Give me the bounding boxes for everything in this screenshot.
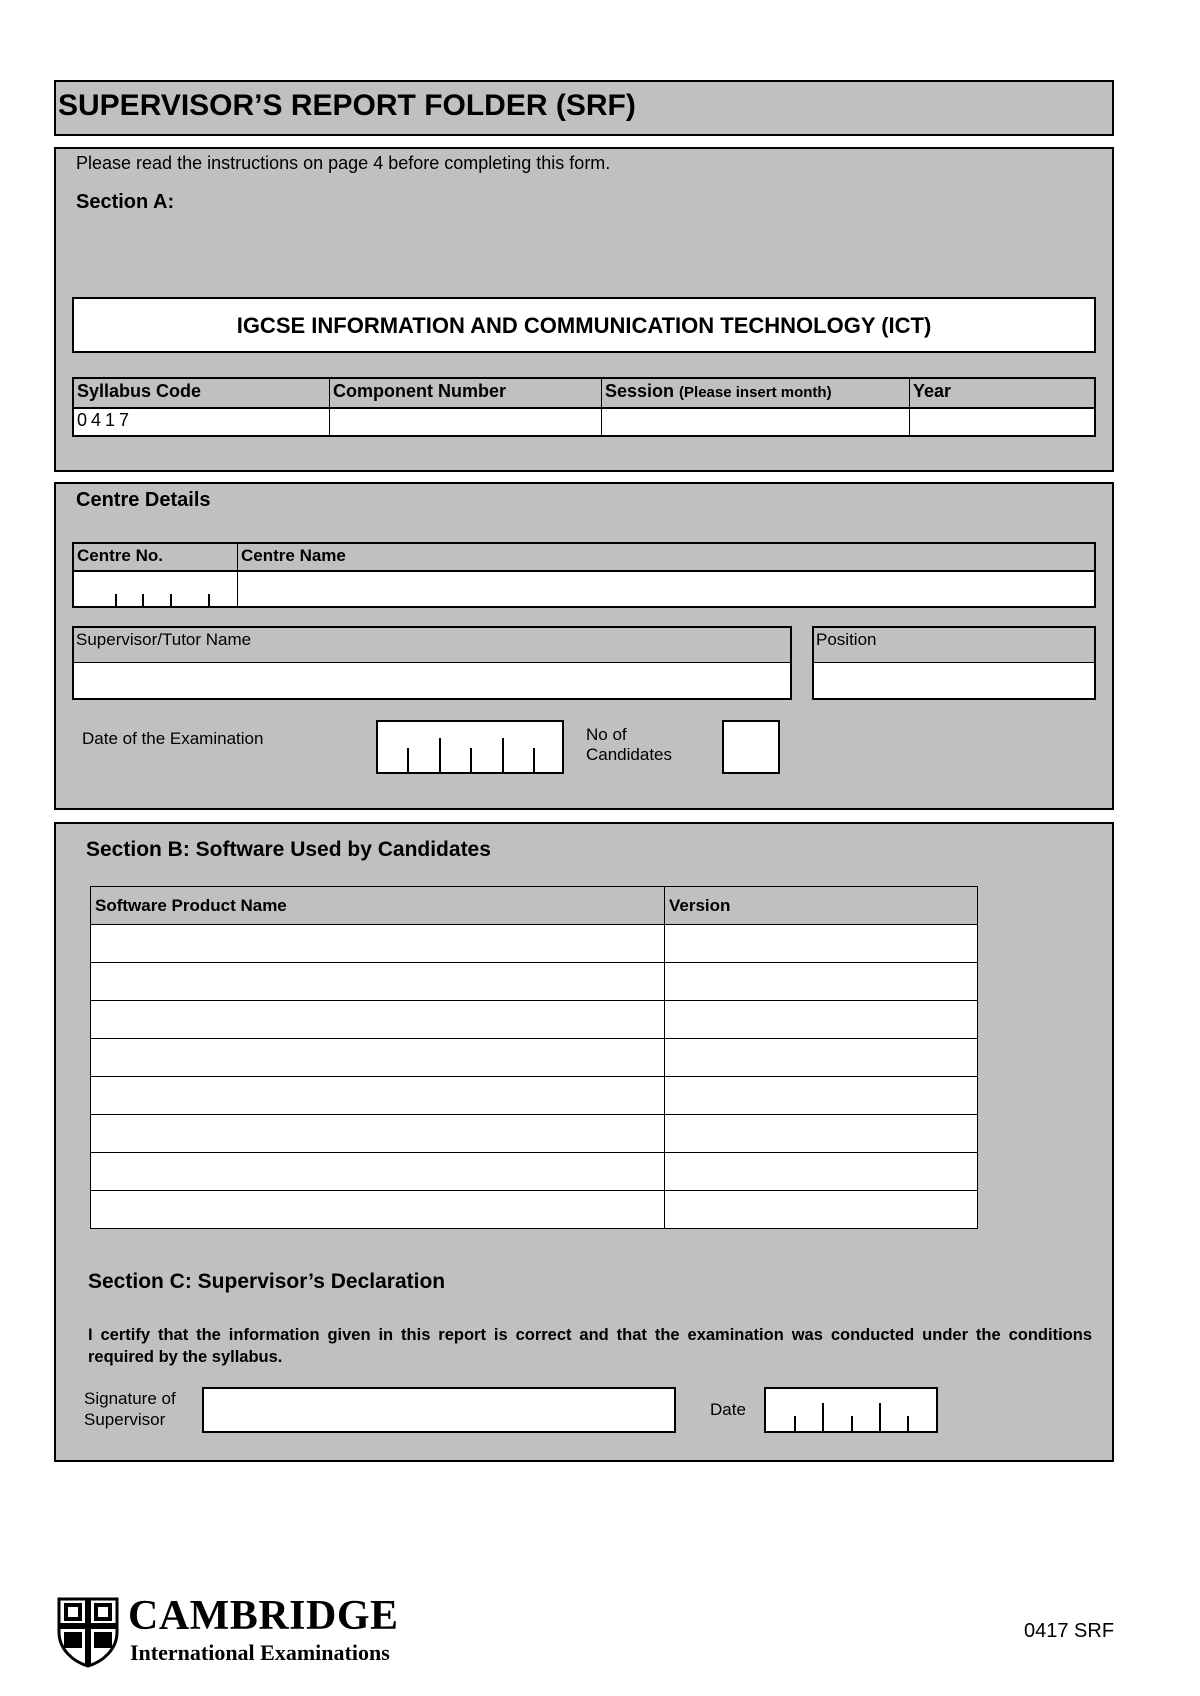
software-product-field[interactable]: [91, 1039, 665, 1077]
software-version-field[interactable]: [665, 1115, 978, 1153]
signature-label: Signature of Supervisor: [84, 1389, 176, 1429]
centre-details-heading: Centre Details: [76, 489, 211, 511]
table-row: [91, 1077, 978, 1115]
cambridge-logo: [56, 1593, 436, 1668]
software-product-field[interactable]: [91, 925, 665, 963]
software-version-field[interactable]: [665, 1153, 978, 1191]
software-table-header: [91, 887, 978, 925]
software-table: [90, 886, 978, 1229]
declaration-date-field[interactable]: [764, 1387, 938, 1433]
software-version-field[interactable]: [665, 925, 978, 963]
software-version-field[interactable]: [665, 1191, 978, 1229]
date-exam-label: Date of the Examination: [82, 729, 264, 748]
centre-no-field[interactable]: [74, 572, 238, 606]
subject-title-box: [72, 297, 1096, 353]
subject-title: IGCSE INFORMATION AND COMMUNICATION TECHNOLOGY (ICT): [236, 313, 932, 338]
form-code: 0417 SRF: [1024, 1620, 1115, 1642]
table-row: [91, 925, 978, 963]
centre-details-panel: [54, 482, 1114, 810]
section-b-heading: Section B: Software Used by Candidates: [86, 838, 491, 861]
software-version-header: Version: [665, 887, 978, 925]
session-header: Session (Please insert month): [602, 379, 910, 407]
software-version-field[interactable]: [665, 963, 978, 1001]
software-version-field[interactable]: [665, 1077, 978, 1115]
table-row: [91, 1115, 978, 1153]
component-number-field[interactable]: [330, 409, 602, 435]
supervisor-name-label: Supervisor/Tutor Name: [76, 630, 252, 649]
software-product-header: Software Product Name: [91, 887, 665, 925]
table-row: [91, 1001, 978, 1039]
centre-name-header: Centre Name: [241, 546, 346, 565]
software-product-field[interactable]: [91, 1001, 665, 1039]
session-field[interactable]: [602, 409, 910, 435]
section-bc-panel: [54, 822, 1114, 1462]
no-candidates-field[interactable]: [722, 720, 780, 774]
software-product-field[interactable]: [91, 1077, 665, 1115]
centre-values-row: [72, 570, 1096, 608]
shield-icon: [56, 1596, 120, 1668]
year-header: Year: [913, 381, 952, 401]
centre-no-header: Centre No.: [74, 544, 238, 570]
component-number-header: Component Number: [330, 379, 602, 407]
software-product-field[interactable]: [91, 963, 665, 1001]
table-row: [91, 963, 978, 1001]
position-label: Position: [816, 630, 877, 649]
syllabus-header-row: [72, 377, 1096, 409]
year-field[interactable]: [910, 409, 1096, 435]
position-field[interactable]: [814, 662, 1094, 698]
declaration-text: I certify that the information given in this report is correct and that the examination was conducted under the conditions required by the syllabus.: [88, 1326, 1092, 1366]
position-box: [812, 626, 1096, 700]
logo-sub-text: International Examinations: [130, 1640, 390, 1665]
software-product-field[interactable]: [91, 1153, 665, 1191]
signature-field[interactable]: [202, 1387, 676, 1433]
date-exam-field[interactable]: [376, 720, 564, 774]
software-product-field[interactable]: [91, 1115, 665, 1153]
supervisor-name-box: [72, 626, 792, 700]
syllabus-values-row: [72, 407, 1096, 437]
no-candidates-label: No of Candidates: [586, 725, 673, 764]
section-a-heading: Section A:: [76, 191, 175, 213]
logo-main-text: CAMBRIDGE: [128, 1593, 399, 1639]
page-title: SUPERVISOR’S REPORT FOLDER (SRF): [58, 89, 636, 122]
software-version-field[interactable]: [665, 1001, 978, 1039]
table-row: [91, 1191, 978, 1229]
syllabus-code-header: Syllabus Code: [74, 379, 330, 407]
section-c-heading: Section C: Supervisor’s Declaration: [88, 1270, 446, 1293]
table-row: [91, 1039, 978, 1077]
supervisor-name-field[interactable]: [74, 662, 790, 698]
date-label: Date: [710, 1400, 746, 1419]
instructions-text: Please read the instructions on page 4 before completing this form.: [76, 153, 611, 173]
section-a-panel: [54, 147, 1114, 472]
software-product-field[interactable]: [91, 1191, 665, 1229]
title-bar: [54, 80, 1114, 136]
centre-name-field[interactable]: [238, 572, 1094, 606]
syllabus-code-value[interactable]: 0417: [74, 409, 330, 435]
table-row: [91, 1153, 978, 1191]
software-version-field[interactable]: [665, 1039, 978, 1077]
centre-header-row: [72, 542, 1096, 572]
